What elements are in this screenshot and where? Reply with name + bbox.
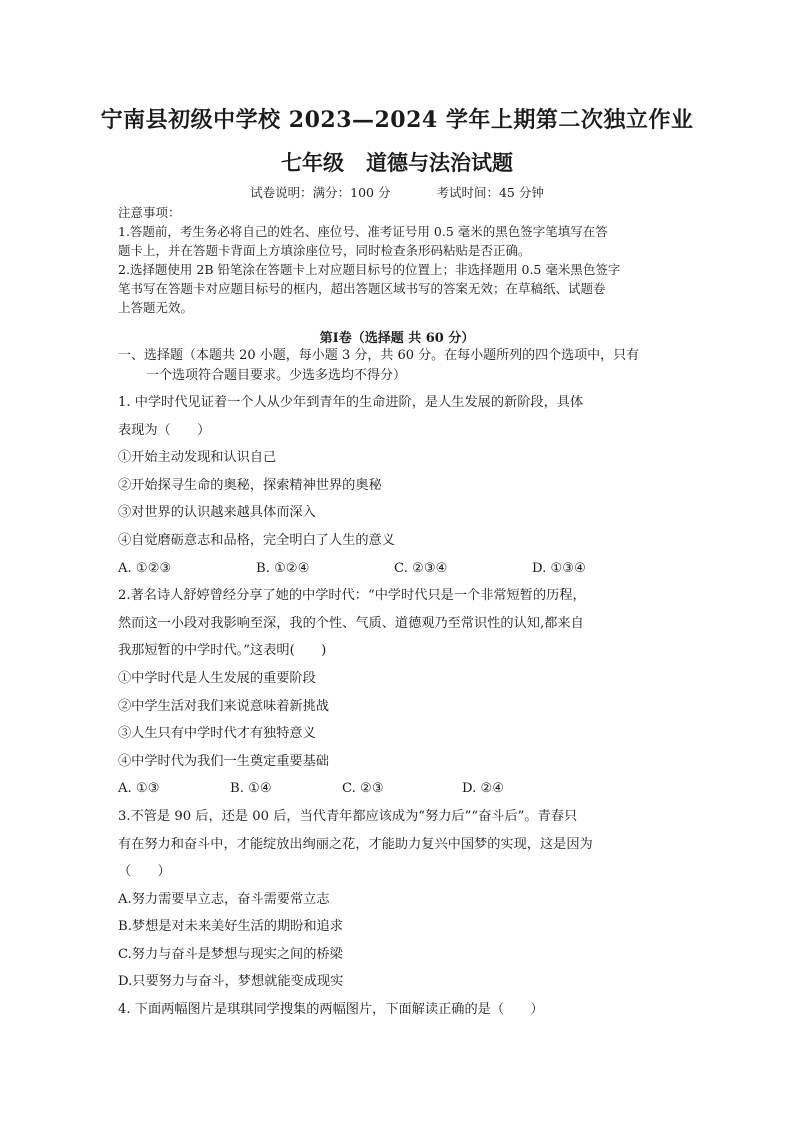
notes-line: 上答题无效。: [118, 300, 194, 315]
q2-stem: 我那短暂的中学时代。”这表明( ): [118, 643, 327, 659]
exam-time: 考试时间：45 分钟: [436, 185, 544, 200]
q1-options: [118, 555, 690, 583]
q1-option-d: D. ①③④: [532, 560, 586, 576]
questions: [118, 389, 690, 1024]
q2-option-b: B. ①④: [230, 781, 272, 797]
q2-item: ④中学时代为我们一生奠定重要基础: [118, 753, 329, 769]
subject-label: 道德与法治试题: [366, 150, 513, 175]
q3-option-b: B.梦想是对未来美好生活的期盼和追求: [118, 919, 343, 935]
q1-stem: 表现为（ ）: [118, 422, 211, 438]
q3-stem: 3.不管是 90 后，还是 00 后，当代青年都应该成为“努力后”“奋斗后”。青春只: [118, 808, 578, 824]
notes-line: 1.答题前，考生务必将自己的姓名、座位号、准考证号用 0.5 毫米的黑色签字笔填写在答: [118, 224, 608, 239]
q2-option-c: C. ②③: [342, 781, 384, 797]
q1-option-a: A. ①②③: [118, 560, 172, 576]
exam-title: 宁南县初级中学校 2023—2024 学年上期第二次独立作业: [100, 107, 694, 133]
notes-line: 2.选择题使用 2B 铅笔涂在答题卡上对应题目标号的位置上；非选择题用 0.5 毫米黑色签字: [118, 262, 621, 277]
instruction-line: 一、选择题（本题共 20 小题，每小题 3 分，共 60 分。在每小题所列的四个选项中，只有: [118, 348, 640, 363]
exam-info: [0, 183, 794, 201]
full-score: 试卷说明：满分：100 分: [250, 185, 391, 200]
q2-stem: 然而这一小段对我影响至深，我的个性、气质、道德观乃至常识性的认知,都来自: [118, 615, 584, 631]
notes-line: 题卡上，并在答题卡背面上方填涂座位号，同时检查条形码粘贴是否正确。: [118, 243, 531, 258]
q1-item: ④自觉磨砺意志和品格，完全明白了人生的意义: [118, 532, 395, 548]
q3-stem: 有在努力和奋斗中，才能绽放出绚丽之花，才能助力复兴中国梦的实现，这是因为: [118, 836, 593, 852]
notes-block: [118, 203, 688, 317]
q1-stem: 1. 中学时代见证着一个人从少年到青年的生命进阶，是人生发展的新阶段，具体: [118, 395, 584, 410]
q2-stem: 2.著名诗人舒婷曾经分享了她的中学时代：“中学时代只是一个非常短暂的历程，: [118, 588, 586, 604]
section-instructions: [118, 346, 688, 386]
q1-item: ②开始探寻生命的奥秘，探索精神世界的奥秘: [118, 477, 382, 493]
q3-option-c: C.努力与奋斗是梦想与现实之间的桥梁: [118, 946, 343, 962]
q1-item: ①开始主动发现和认识自己: [118, 450, 277, 466]
section-title: 第Ⅰ卷（选择题 共 60 分）: [319, 331, 475, 346]
q2-item: ②中学生活对我们来说意味着新挑战: [118, 698, 329, 714]
q2-option-a: A. ①③: [118, 781, 160, 797]
q4-stem: 4. 下面两幅图片是琪琪同学搜集的两幅图片，下面解读正确的是（ ）: [118, 1002, 544, 1018]
q2-item: ①中学时代是人生发展的重要阶段: [118, 670, 316, 686]
q1-option-c: C. ②③④: [394, 560, 448, 576]
q3-stem: （ ）: [118, 864, 171, 880]
q1-option-b: B. ①②④: [256, 560, 310, 576]
q1-item: ③对世界的认识越来越具体而深入: [118, 505, 316, 521]
notes-line: 笔书写在答题卡对应题目标号的框内，超出答题区域书写的答案无效；在草稿纸、试题卷: [118, 281, 606, 296]
q2-option-d: D. ②④: [462, 781, 505, 797]
q2-options: [118, 775, 690, 803]
exam-subtitle: [0, 147, 794, 177]
q3-option-a: A.努力需要早立志，奋斗需要常立志: [118, 891, 330, 907]
grade-label: 七年级: [281, 150, 344, 175]
notes-heading: 注意事项：: [118, 205, 181, 220]
q3-option-d: D.只要努力与奋斗，梦想就能变成现实: [118, 974, 344, 990]
q2-item: ③人生只有中学时代才有独特意义: [118, 726, 316, 742]
instruction-line: 一个选项符合题目要求。少选多选均不得分）: [146, 368, 407, 383]
